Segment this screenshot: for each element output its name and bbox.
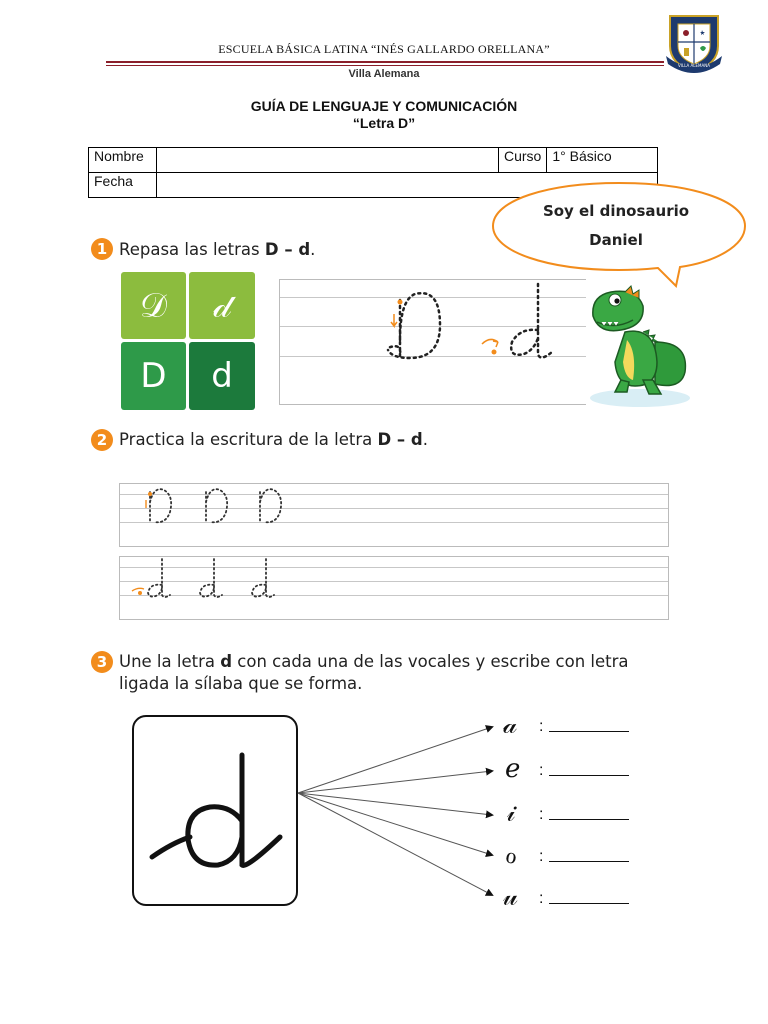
tile-print-upper bbox=[121, 342, 186, 410]
tile-glyph: 𝒟 bbox=[139, 285, 168, 326]
vowel-separator: : bbox=[539, 848, 544, 865]
practice-box-upper bbox=[119, 483, 669, 547]
vowel-separator: : bbox=[539, 806, 544, 823]
practice-box-lower bbox=[119, 556, 669, 620]
big-cursive-d bbox=[134, 717, 296, 904]
section-1-instruction: Repasa las letras D – d. bbox=[119, 240, 316, 259]
practice-lower-letters bbox=[120, 557, 668, 619]
tile-glyph: D bbox=[140, 356, 167, 396]
vowel-glyph: ℯ bbox=[505, 754, 521, 784]
tile-glyph: 𝒹 bbox=[213, 285, 231, 326]
tile-print-lower bbox=[189, 342, 255, 410]
vowel-row-e bbox=[495, 754, 645, 786]
bubble-line-1: Soy el dinosaurio bbox=[542, 202, 690, 220]
vowel-row-o bbox=[495, 840, 645, 872]
answer-line[interactable] bbox=[549, 819, 629, 820]
letter-tiles bbox=[121, 272, 255, 410]
answer-line[interactable] bbox=[549, 903, 629, 904]
tile-cursive-lower bbox=[189, 272, 255, 339]
section-3-instruction-line-1: Une la letra d con cada una de las vocales y escribe con letra bbox=[119, 652, 629, 671]
section-3-number: 3 bbox=[91, 651, 113, 673]
guide-title: GUÍA DE LENGUAJE Y COMUNICACIÓN bbox=[250, 98, 518, 114]
vowel-glyph: 𝒾 bbox=[507, 798, 516, 828]
course-label: Curso bbox=[499, 148, 547, 173]
crest-text: VILLA ALEMANA bbox=[678, 63, 710, 68]
vowel-glyph: 𝒶 bbox=[503, 710, 518, 740]
tile-cursive-upper bbox=[121, 272, 186, 339]
practice-upper-letters bbox=[120, 484, 668, 546]
vowel-row-u bbox=[495, 882, 645, 914]
traced-letters bbox=[280, 280, 586, 404]
course-value: 1° Básico bbox=[547, 148, 658, 173]
vowel-separator: : bbox=[539, 890, 544, 907]
vowel-glyph: 𝓊 bbox=[503, 882, 518, 912]
section-2-instruction: Practica la escritura de la letra D – d. bbox=[119, 430, 428, 449]
vowel-row-i bbox=[495, 798, 645, 830]
school-crest-icon bbox=[664, 12, 724, 74]
school-name: ESCUELA BÁSICA LATINA “INÉS GALLARDO ORELLANA” bbox=[218, 42, 550, 56]
bubble-line-2: Daniel bbox=[589, 231, 643, 249]
section-2-number: 2 bbox=[91, 429, 113, 451]
header-rule-thick bbox=[106, 61, 664, 63]
vowel-glyph: ℴ bbox=[505, 840, 518, 870]
vowel-separator: : bbox=[539, 762, 544, 779]
vowel-row-a bbox=[495, 710, 645, 742]
name-label: Nombre bbox=[89, 148, 157, 173]
vowel-separator: : bbox=[539, 718, 544, 735]
city-name: Villa Alemana bbox=[348, 68, 420, 80]
tile-glyph: d bbox=[211, 356, 233, 396]
answer-line[interactable] bbox=[549, 731, 629, 732]
guide-subtitle: “Letra D” bbox=[352, 115, 416, 131]
answer-line[interactable] bbox=[549, 861, 629, 862]
section-1-number: 1 bbox=[91, 238, 113, 260]
name-field[interactable] bbox=[157, 148, 499, 173]
dinosaur-icon bbox=[585, 282, 695, 410]
header-rule-thin bbox=[106, 65, 664, 66]
answer-line[interactable] bbox=[549, 775, 629, 776]
date-label: Fecha bbox=[89, 173, 157, 198]
tracing-box-1 bbox=[279, 279, 586, 405]
connecting-lines bbox=[294, 715, 504, 905]
section-3-instruction-line-2: ligada la sílaba que se forma. bbox=[119, 674, 363, 693]
big-letter-card bbox=[132, 715, 298, 906]
